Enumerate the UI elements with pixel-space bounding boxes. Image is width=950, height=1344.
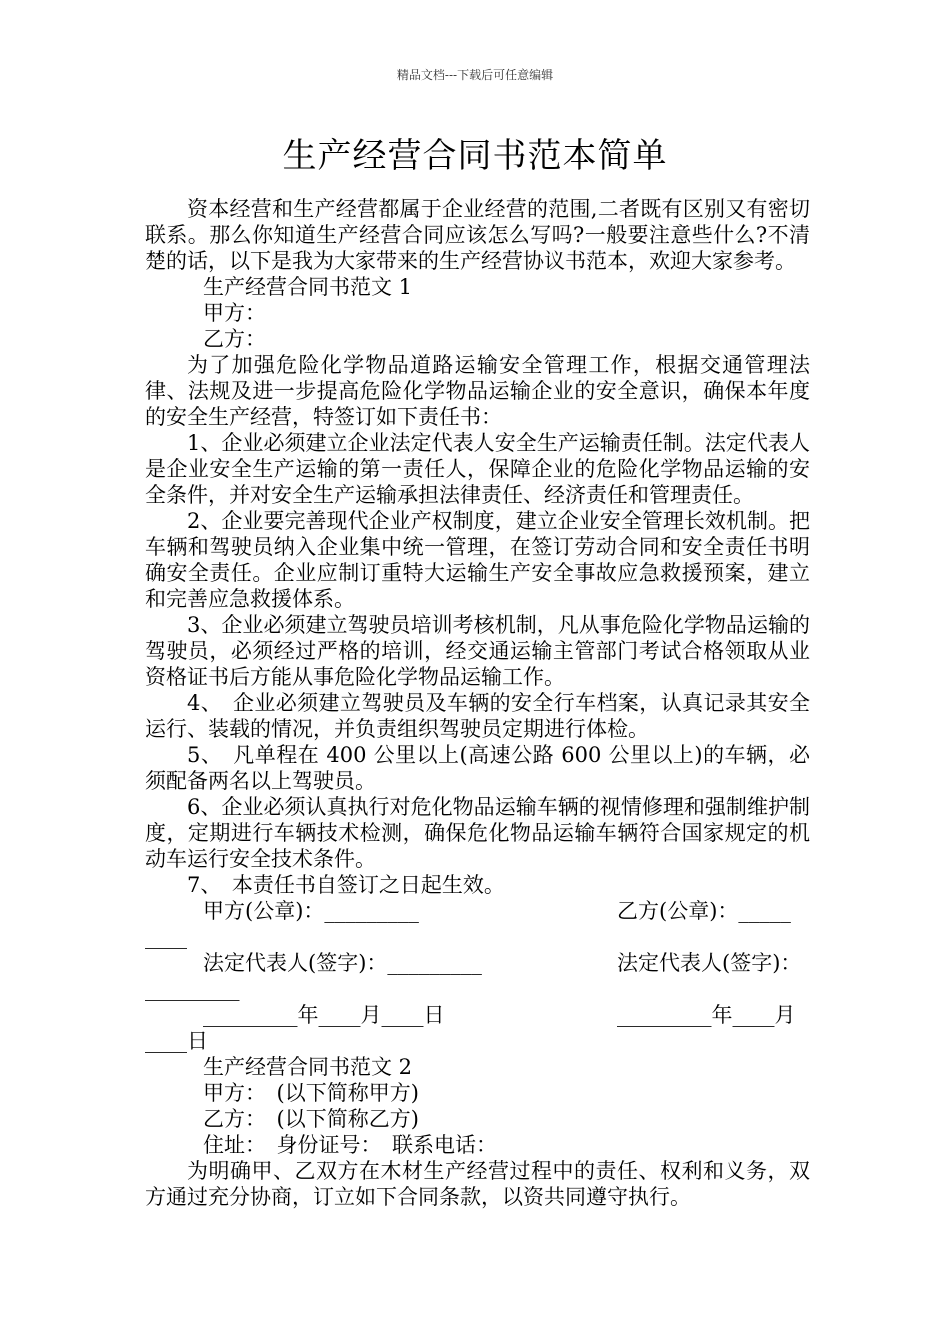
party-b-date-wrap: ____日 [145,1029,208,1053]
clause-3: 3、企业必须建立驾驶员培训考核机制，凡从事危险化学物品运输的驾驶员，必须经过严格的培训，经交通运输主管部门考试合格领取从业资格证书后方能从事危险化学物品运输工作。 [145,613,810,689]
document-body [145,196,810,1210]
clause-6: 6、企业必须认真执行对危化物品运输车辆的视情修理和强制维护制度，定期进行车辆技术检测，确保危化物品运输车辆符合国家规定的机动车运行安全技术条件。 [145,795,810,871]
date-row [145,1002,810,1054]
sample2-preamble: 为明确甲、乙双方在木材生产经营过程中的责任、权利和义务，双方通过充分协商，订立如下合同条款，以资共同遵守执行。 [145,1159,810,1209]
page-header: 精品文档---下载后可任意编辑 [396,68,554,82]
party-b-representative: 法定代表人(签字)： [617,951,802,975]
clause-1: 1、企业必须建立企业法定代表人安全生产运输责任制。法定代表人是企业安全生产运输的第一责任人，保障企业的危险化学物品运输的安全条件，并对安全生产运输承担法律责任、经济责任和管理责任。 [145,431,810,507]
clause-5: 5、 凡单程在 400 公里以上(高速公路 600 公里以上)的车辆，必须配备两名以上驾驶员。 [145,743,810,793]
sample2-address-line: 住址： 身份证号： 联系电话： [203,1133,497,1157]
party-b-seal: 乙方(公章)：_____ [617,899,791,923]
clause-2: 2、企业要完善现代企业产权制度，建立企业安全管理长效机制。把车辆和驾驶员纳入企业集中统一管理，在签订劳动合同和安全责任书明确安全责任。企业应制订重特大运输生产安全事故应急救援预案，建立和完善应急救援体系。 [145,509,810,611]
sample1-party-b: 乙方： [203,327,266,351]
sample2-party-a: 甲方： (以下简称甲方) [203,1081,419,1105]
sample1-party-a: 甲方： [203,301,266,325]
seal-signature-row [145,898,810,950]
party-b-seal-wrap: ____ [145,925,187,949]
party-a-seal: 甲方(公章)：_________ [203,899,419,923]
page-title: 生产经营合同书范本简单 [282,136,668,176]
sample1-heading: 生产经营合同书范文 1 [203,275,413,299]
sample2-heading: 生产经营合同书范文 2 [203,1055,413,1079]
representative-signature-row [145,950,810,1002]
party-b-date: _________年____月 [617,1003,796,1027]
party-b-representative-wrap: _________ [145,977,240,1001]
party-a-representative: 法定代表人(签字)：_________ [203,951,482,975]
clause-7: 7、 本责任书自签订之日起生效。 [187,873,505,897]
intro-paragraph: 资本经营和生产经营都属于企业经营的范围,二者既有区别又有密切联系。那么你知道生产经营合同应该怎么写吗?一般要注意些什么?不清楚的话，以下是我为大家带来的生产经营协议书范本，欢迎大家参考。 [145,197,810,273]
sample1-preamble: 为了加强危险化学物品道路运输安全管理工作，根据交通管理法律、法规及进一步提高危险化学物品运输企业的安全意识，确保本年度的安全生产经营，特签订如下责任书： [145,353,810,429]
party-a-date: _________年____月____日 [203,1003,445,1027]
sample2-party-b: 乙方： (以下简称乙方) [203,1107,419,1131]
clause-4: 4、 企业必须建立驾驶员及车辆的安全行车档案，认真记录其安全运行、装载的情况，并负责组织驾驶员定期进行体检。 [145,691,810,741]
